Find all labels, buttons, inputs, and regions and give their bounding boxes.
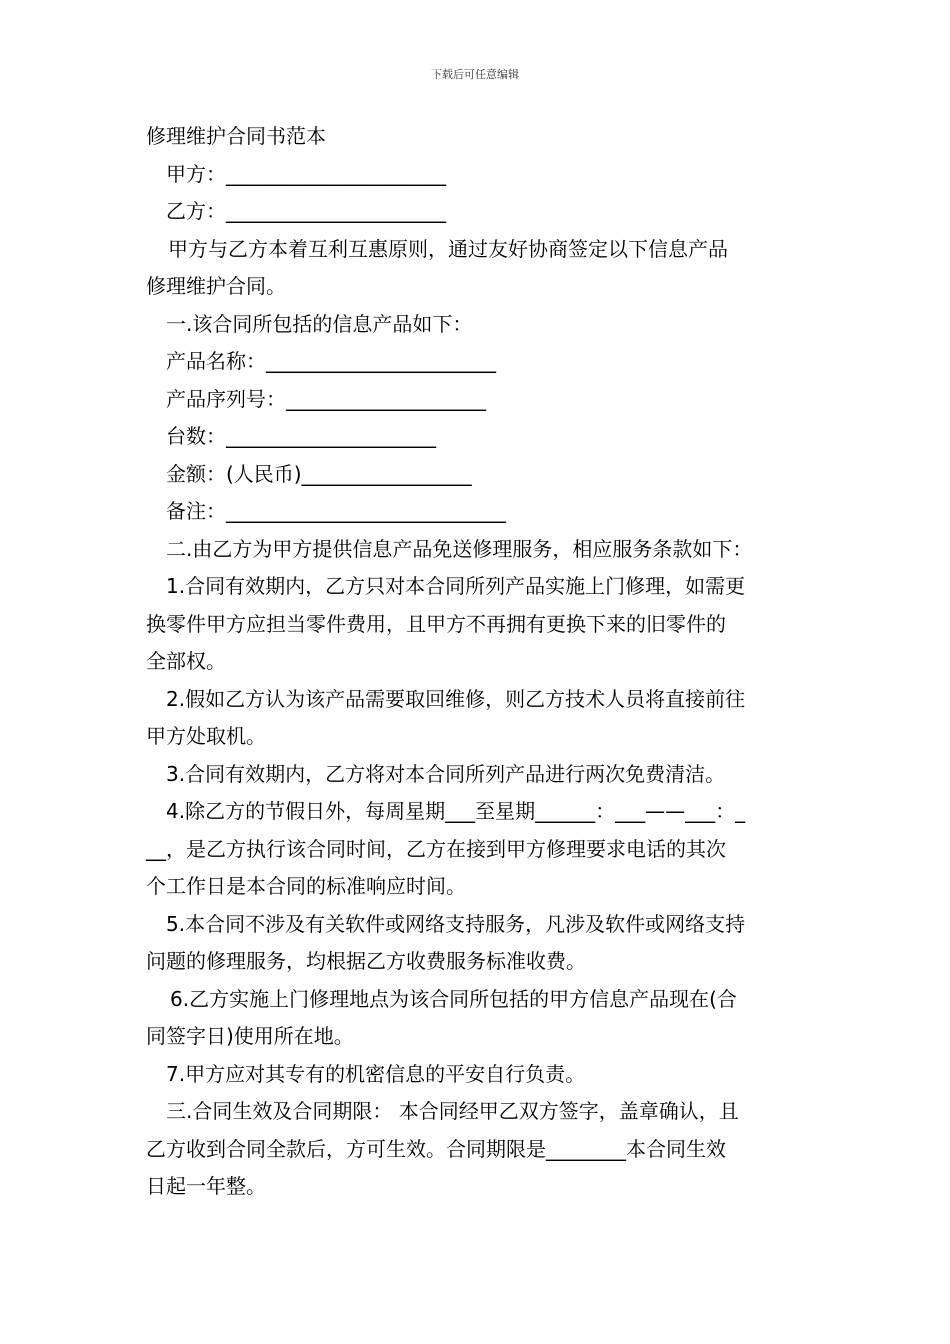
field-blank: ____________________ [286,386,486,411]
field-amount [146,456,811,494]
field-label: 金额：(人民币) [166,461,302,486]
section-3-line-1: 三.合同生效及合同期限： 本合同经甲乙双方签字，盖章确认，且 [166,1099,739,1123]
clause-7-line-1: 7.甲方应对其专有的机密信息的平安自行负责。 [166,1061,586,1086]
clause-1-line-3: 全部权。 [146,649,226,673]
clause-2-line-1: 2.假如乙方认为该产品需要取回维修，则乙方技术人员将直接前往 [166,686,746,711]
clause-5-line-1: 5.本合同不涉及有关软件或网络支持服务，凡涉及软件或网络支持 [166,911,746,936]
party-b-label: 乙方： [166,199,226,223]
field-serial-number [146,381,811,419]
clause-5-line-2: 问题的修理服务，均根据乙方收费服务标准收费。 [146,949,586,973]
field-label: 台数： [166,424,226,448]
clause-2-line-2: 甲方处取机。 [146,724,266,748]
field-quantity [146,418,811,456]
page-header: 下载后可任意编辑 [431,68,519,81]
section-3-line-2: 乙方收到合同全款后，方可生效。合同期限是________本合同生效 [146,1136,726,1161]
clause-4-line-3: 个工作日是本合同的标准响应时间。 [146,874,466,898]
field-remarks [146,493,811,531]
clause-4-line-2: __，是乙方执行该合同时间，乙方在接到甲方修理要求电话的其次 [146,836,726,861]
contract-document [146,118,811,1206]
intro-line-2: 修理维护合同。 [146,274,286,298]
section-3-line-3: 日起一年整。 [146,1174,266,1198]
field-label: 备注： [166,499,226,523]
intro-line-1: 甲方与乙方本着互利互惠原则，通过友好协商签定以下信息产品 [168,236,728,261]
party-a-line [146,156,811,194]
clause-3-line-1: 3.合同有效期内，乙方将对本合同所列产品进行两次免费清洁。 [166,761,726,786]
field-label: 产品序列号： [166,386,286,411]
clause-1-line-2: 换零件甲方应担当零件费用，且甲方不再拥有更换下来的旧零件的 [146,611,726,636]
field-product-name [146,343,811,381]
party-b-line [146,193,811,231]
clause-6-line-2: 同签字日)使用所在地。 [146,1024,354,1048]
field-label: 产品名称： [166,349,266,373]
party-a-label: 甲方： [166,161,226,186]
field-blank: _________________ [301,461,472,486]
party-a-blank: ______________________ [226,161,446,186]
section-2-heading: 二.由乙方为甲方提供信息产品免送修理服务，相应服务条款如下： [166,536,753,561]
section-1-heading: 一.该合同所包括的信息产品如下： [166,311,473,336]
document-title: 修理维护合同书范本 [146,124,326,148]
party-b-blank: ______________________ [226,199,446,223]
field-blank: _______________________ [266,349,496,373]
clause-6-line-1: 6.乙方实施上门修理地点为该合同所包括的甲方信息产品现在(合 [170,986,737,1011]
clause-1-line-1: 1.合同有效期内，乙方只对本合同所列产品实施上门修理，如需更 [166,574,746,598]
clause-4-line-1: 4.除乙方的节假日外，每周星期___至星期______：___——___：_ [166,799,746,823]
field-blank: ____________________________ [226,499,506,523]
field-blank: _____________________ [226,424,436,448]
